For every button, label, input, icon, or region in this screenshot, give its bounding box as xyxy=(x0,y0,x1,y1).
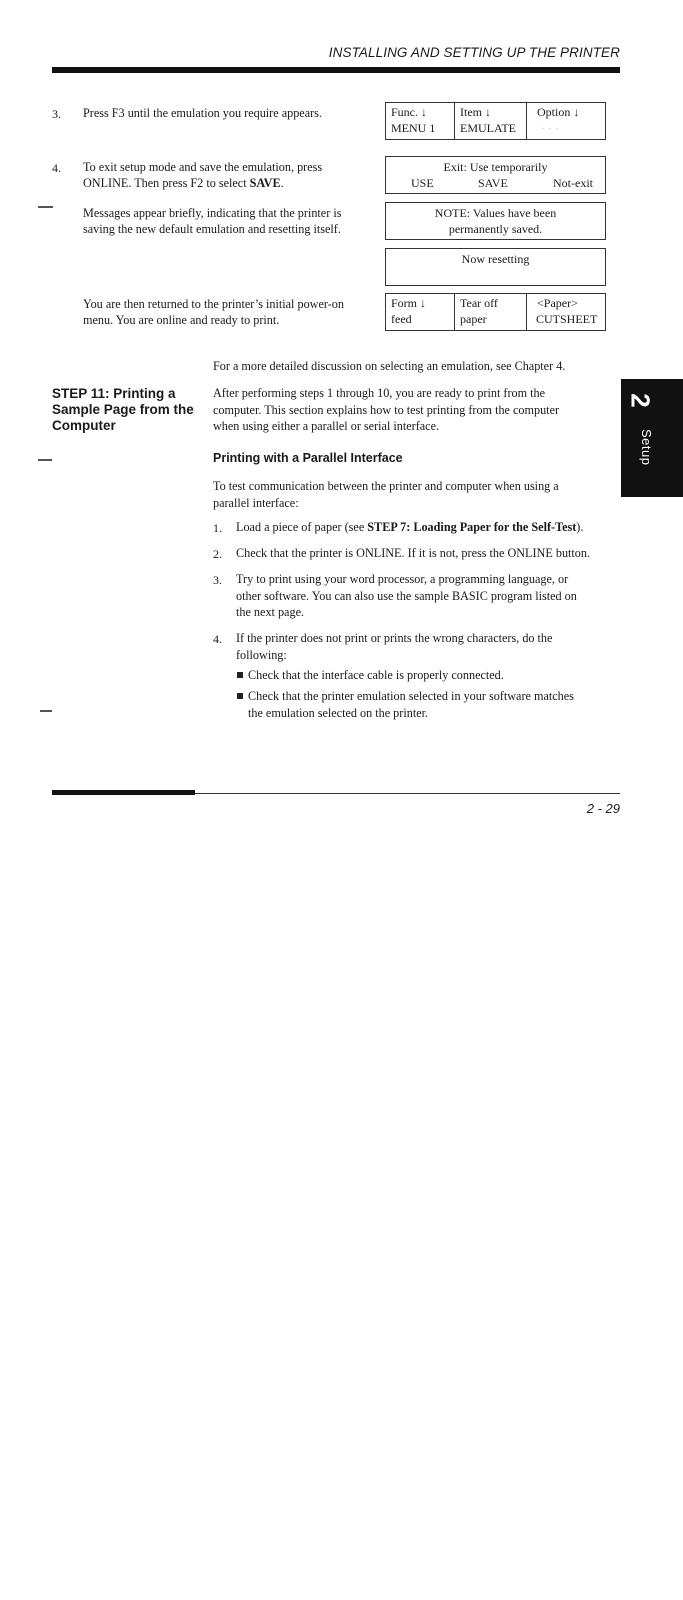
lcd-text: Func. ↓ xyxy=(391,105,427,119)
lcd-text: Tear off xyxy=(460,296,498,310)
lcd-power-on-screen xyxy=(385,293,606,331)
step-4-number: 4. xyxy=(52,161,61,175)
step-11-heading xyxy=(52,386,194,434)
step-7-reference: STEP 7: Loading Paper for the Self-Test xyxy=(367,520,577,534)
scan-speck xyxy=(40,710,52,712)
parallel-heading: Printing with a Parallel Interface xyxy=(213,451,403,465)
item-2-number: 2. xyxy=(213,547,222,561)
returned-text-line2: menu. You are online and ready to print. xyxy=(83,313,280,327)
step-4-text-line2 xyxy=(83,175,284,192)
lcd-text: paper xyxy=(460,312,487,326)
lcd-text: SAVE xyxy=(478,176,508,190)
running-header: INSTALLING AND SETTING UP THE PRINTER xyxy=(328,45,620,60)
heading-line: STEP 11: Printing a xyxy=(52,386,176,401)
footer-rule-thin xyxy=(195,793,620,794)
parallel-intro xyxy=(213,478,559,511)
item-4-number: 4. xyxy=(213,632,222,646)
chapter-tab xyxy=(621,379,683,497)
text-line: After performing steps 1 through 10, you are ready to print from the xyxy=(213,386,546,400)
lcd-text: CUTSHEET xyxy=(536,312,598,326)
item-3-number: 3. xyxy=(213,573,222,587)
lcd-text: feed xyxy=(391,312,412,326)
lcd-text: MENU 1 xyxy=(391,121,436,135)
chapter-label: Setup xyxy=(639,429,654,466)
text-line: when using either a parallel or serial interface. xyxy=(213,419,440,433)
text-line: To test communication between the printer and computer when using a xyxy=(213,479,559,493)
bullet-1-text: Check that the interface cable is properly connected. xyxy=(248,668,504,682)
lcd-text: Not-exit xyxy=(553,176,593,190)
step-11-intro xyxy=(213,385,559,435)
text-line: Check that the printer emulation selected in your software matches xyxy=(248,689,574,703)
text-span: . xyxy=(280,176,284,190)
lcd-text: <Paper> xyxy=(537,296,578,310)
chapter-reference: For a more detailed discussion on selecting an emulation, see Chapter 4. xyxy=(213,359,566,373)
scan-speck xyxy=(38,459,52,461)
lcd-exit-screen xyxy=(385,156,606,194)
lcd-cell-form-feed xyxy=(386,294,454,330)
item-4-text xyxy=(236,630,552,663)
text-line: If the printer does not print or prints the wrong characters, do the xyxy=(236,631,553,645)
text-line: computer. This section explains how to test printing from the computer xyxy=(213,402,560,417)
lcd-text: Option ↓ xyxy=(537,105,580,119)
text-span: Load a piece of paper (see xyxy=(236,520,368,534)
chapter-number: 2 xyxy=(625,393,656,408)
text-line: following: xyxy=(236,647,287,662)
step-3-text: Press F3 until the emulation you require appears. xyxy=(83,106,322,120)
text-line: the next page. xyxy=(236,605,305,619)
lcd-text: NOTE: Values have been xyxy=(434,206,557,220)
footer-rule-thick xyxy=(52,790,195,795)
lcd-cell-func xyxy=(386,103,454,139)
text-line: Try to print using your word processor, a programming language, or xyxy=(236,572,569,586)
lcd-cell-tear-off xyxy=(454,294,527,330)
lcd-cell-item xyxy=(454,103,527,139)
lcd-reset-screen xyxy=(385,248,606,286)
lcd-note-screen xyxy=(385,202,606,240)
lcd-text: Exit: Use temporarily xyxy=(443,160,548,174)
bullet-marker xyxy=(237,672,243,678)
lcd-text: permanently saved. xyxy=(448,222,543,236)
bullet-2-text xyxy=(248,688,574,721)
text-line: other software. You can also use the sample BASIC program listed on xyxy=(236,588,577,603)
lcd-text: EMULATE xyxy=(460,121,516,135)
item-1-number: 1. xyxy=(213,521,222,535)
item-2-text: Check that the printer is ONLINE. If it is not, press the ONLINE button. xyxy=(236,546,591,560)
messages-text-line2: saving the new default emulation and resetting itself. xyxy=(83,222,341,236)
lcd-text: Form ↓ xyxy=(391,296,427,310)
page-number: 2 - 29 xyxy=(586,801,620,816)
header-rule xyxy=(52,67,620,73)
step-3-number: 3. xyxy=(52,107,61,121)
lcd-text: Now resetting xyxy=(461,252,530,266)
text-span: ). xyxy=(576,520,584,534)
heading-line: Computer xyxy=(52,418,116,433)
lcd-emulate-screen xyxy=(385,102,606,140)
lcd-text: · · · xyxy=(541,121,559,135)
heading-line: Sample Page from the xyxy=(52,402,194,417)
lcd-text: Item ↓ xyxy=(460,105,491,119)
text-line: parallel interface: xyxy=(213,495,299,510)
scan-speck xyxy=(38,206,53,208)
messages-text-line1: Messages appear briefly, indicating that the printer is xyxy=(83,206,342,220)
lcd-cell-option xyxy=(526,103,606,139)
step-4-text-line1: To exit setup mode and save the emulation, press xyxy=(83,160,323,174)
save-keyword: SAVE xyxy=(249,176,281,190)
item-1-text xyxy=(236,519,583,536)
returned-text-line1: You are then returned to the printer’s initial power-on xyxy=(83,297,344,311)
bullet-marker xyxy=(237,693,243,699)
item-3-text xyxy=(236,571,577,621)
text-line: the emulation selected on the printer. xyxy=(248,705,429,720)
lcd-text: USE xyxy=(411,176,434,190)
lcd-cell-paper xyxy=(526,294,606,330)
text-span: ONLINE. Then press F2 to select xyxy=(83,176,250,190)
